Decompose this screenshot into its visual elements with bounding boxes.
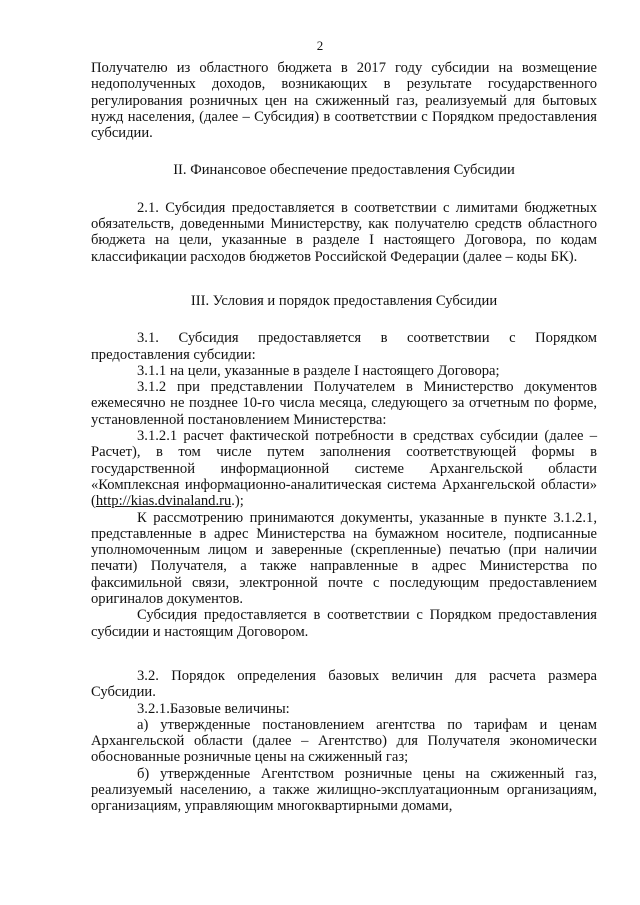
paragraph-3-2-1: 3.2.1.Базовые величины:	[137, 700, 290, 717]
paragraph-3-1-1: 3.1.1 на цели, указанные в разделе I настоящего Договора;	[137, 362, 500, 379]
paragraph-3-1-2-1-tail: .);	[231, 493, 244, 510]
paragraph-a: а) утвержденные постановлением агентства по тарифам и ценам Архангельской области (далее – Агентство) для Получателя экономически обоснованные розничные цены на сжиженный газ;	[91, 716, 597, 766]
paragraph-3-1-2: 3.1.2 при представлении Получателем в Министерство документов ежемесячно не позднее 10-го числа месяца, следующего за отчетным по форме, установленной постановлением Министерства:	[91, 379, 597, 428]
paragraph-3-2: 3.2. Порядок определения базовых величин для расчета размера Субсидии.	[91, 667, 597, 701]
paragraph-2-1: 2.1. Субсидия предоставляется в соответствии с лимитами бюджетных обязательств, доведенными Министерству, как получателю средств областного бюджета на цели, указанные в разделе I настоящего Договора, по кодам классификации расходов бюджетов Российской Федерации (далее – коды БК).	[91, 199, 597, 265]
paragraph-subsidy-order: Субсидия предоставляется в соответствии с Порядком предоставления субсидии и настоящим Договором.	[91, 607, 597, 640]
paragraph-3-1-2-1	[91, 428, 597, 509]
kias-link[interactable]: http://kias.dvinaland.ru	[95, 493, 232, 510]
paragraph-3-1-2-1-text: 3.1.2.1 расчет фактической потребности в средствах субсидии (далее – Расчет), в том числе путем заполнения соответствующей формы в государственной информационной системе Архангельской области «Комплексная информационно-аналитическая система Архангельской области» (	[91, 428, 597, 510]
intro-paragraph: Получателю из областного бюджета в 2017 году субсидии на возмещение недополученных доходов, возникающих в результате государственного регулирования розничных цен на сжиженный газ, реализуемый для бытовых нужд населения, (далее – Субсидия) в соответствии с Порядком предоставления субсидии.	[91, 60, 597, 142]
paragraph-documents: К рассмотрению принимаются документы, указанные в пункте 3.1.2.1, представленные в адрес Министерства на бумажном носителе, подписанные уполномоченным лицом и заверенные (скрепленные) печатью (при наличии печати) Получателя, а также направленные в адрес Министерства по факсимильной связи, электронной почте с последующим предоставлением оригиналов документов.	[91, 509, 597, 608]
paragraph-3-1: 3.1. Субсидия предоставляется в соответствии с Порядком предоставления субсидии:	[91, 330, 597, 363]
section-2-heading: II. Финансовое обеспечение предоставления Субсидии	[173, 162, 515, 179]
document-body	[91, 60, 597, 815]
page-number: 2	[316, 38, 324, 53]
paragraph-b: б) утвержденные Агентством розничные цены на сжиженный газ, реализуемый населению, а также жилищно-эксплуатационным организациям, организациям, управляющим многоквартирными домами,	[91, 765, 597, 815]
section-3-heading: III. Условия и порядок предоставления Субсидии	[190, 292, 498, 309]
